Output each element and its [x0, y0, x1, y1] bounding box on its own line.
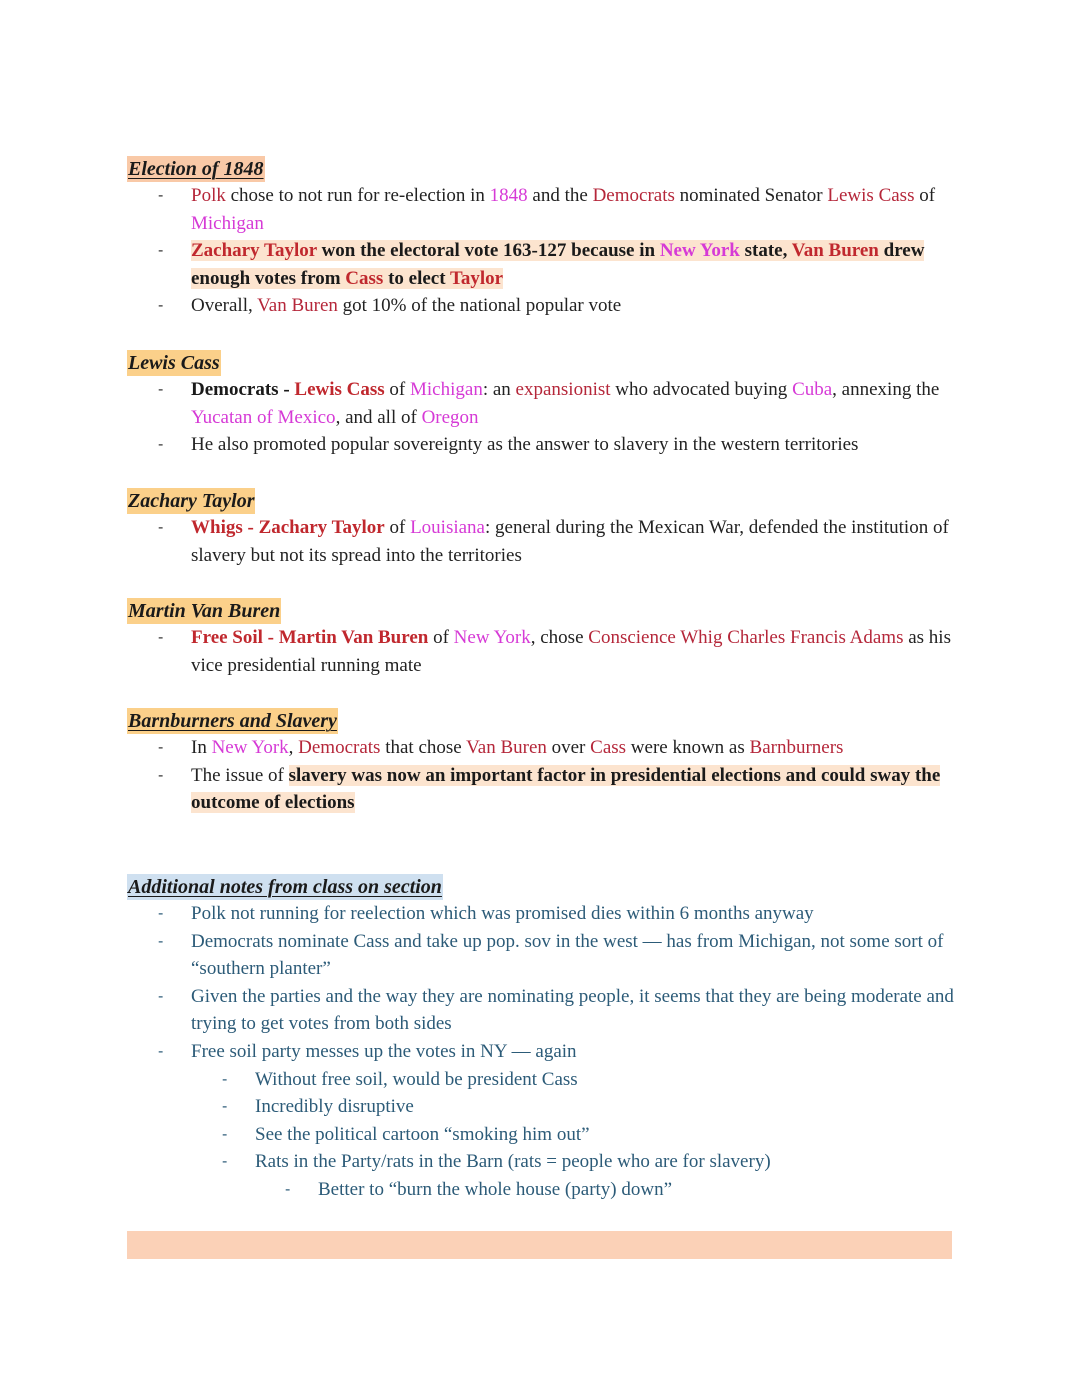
list-item: - In New York, Democrats that chose Van Buren over Cass were known as Barnburners	[158, 737, 844, 758]
additional-notes-list	[127, 900, 967, 1204]
list-item: - Free Soil - Martin Van Buren of New York, chose Conscience Whig Charles Francis Adams as his vice presidential running mate	[158, 627, 951, 676]
list-item: - Polk chose to not run for re-election in 1848 and the Democrats nominated Senator Lewis Cass of Michigan	[158, 185, 936, 234]
list-item: - Whigs - Zachary Taylor of Louisiana: general during the Mexican War, defended the institution of slavery but not its spread into the territories	[158, 517, 949, 566]
bottom-highlight-bar	[127, 1231, 952, 1259]
heading-zachary-taylor: Zachary Taylor	[128, 490, 255, 512]
list-item: - Without free soil, would be president Cass	[222, 1068, 578, 1090]
heading-barnburners: Barnburners and Slavery	[128, 710, 337, 732]
list-item: - Overall, Van Buren got 10% of the national popular vote	[158, 295, 622, 317]
heading-lewis-cass: Lewis Cass	[128, 352, 220, 374]
list-item: - Democrats nominate Cass and take up pop. sov in the west — has from Michigan, not some sort of “southern planter”	[158, 930, 944, 980]
martin-van-buren-list	[127, 624, 967, 679]
list-item: - Polk not running for reelection which was promised dies within 6 months anyway	[158, 903, 814, 924]
list-item: - Incredibly disruptive	[222, 1096, 414, 1118]
list-item: - Rats in the Party/rats in the Barn (rats = people who are for slavery)	[222, 1151, 771, 1173]
list-item: - The issue of slavery was now an important factor in presidential elections and could sway the outcome of elections	[158, 764, 941, 814]
list-item: - Given the parties and the way they are nominating people, it seems that they are being moderate and trying to get votes from both sides	[158, 985, 954, 1035]
section-lewis-cass	[127, 350, 967, 459]
list-item: - Better to “burn the whole house (party) down”	[285, 1178, 673, 1200]
list-item: - Free soil party messes up the votes in NY — again	[158, 1040, 577, 1062]
section-election-1848	[127, 156, 967, 320]
list-item: - He also promoted popular sovereignty as the answer to slavery in the western territories	[158, 434, 859, 456]
section-martin-van-buren	[127, 598, 967, 679]
section-barnburners	[127, 708, 967, 817]
heading-martin-van-buren: Martin Van Buren	[128, 600, 281, 622]
list-item: - Zachary Taylor won the electoral vote 163-127 because in New York state, Van Buren drew enough votes from Cass to elect Taylor	[158, 240, 925, 289]
zachary-taylor-list	[127, 514, 967, 569]
section-zachary-taylor	[127, 488, 967, 569]
election-1848-list	[127, 182, 967, 320]
list-item: - See the political cartoon “smoking him out”	[222, 1123, 590, 1145]
list-item: - Democrats - Lewis Cass of Michigan: an expansionist who advocated buying Cuba, annexing the Yucatan of Mexico, and all of Oregon	[158, 379, 940, 428]
barnburners-list	[127, 734, 967, 817]
lewis-cass-list	[127, 376, 967, 459]
heading-additional-notes: Additional notes from class on section	[128, 876, 442, 898]
heading-election-1848: Election of 1848	[128, 158, 264, 180]
section-additional-notes	[127, 874, 967, 1204]
